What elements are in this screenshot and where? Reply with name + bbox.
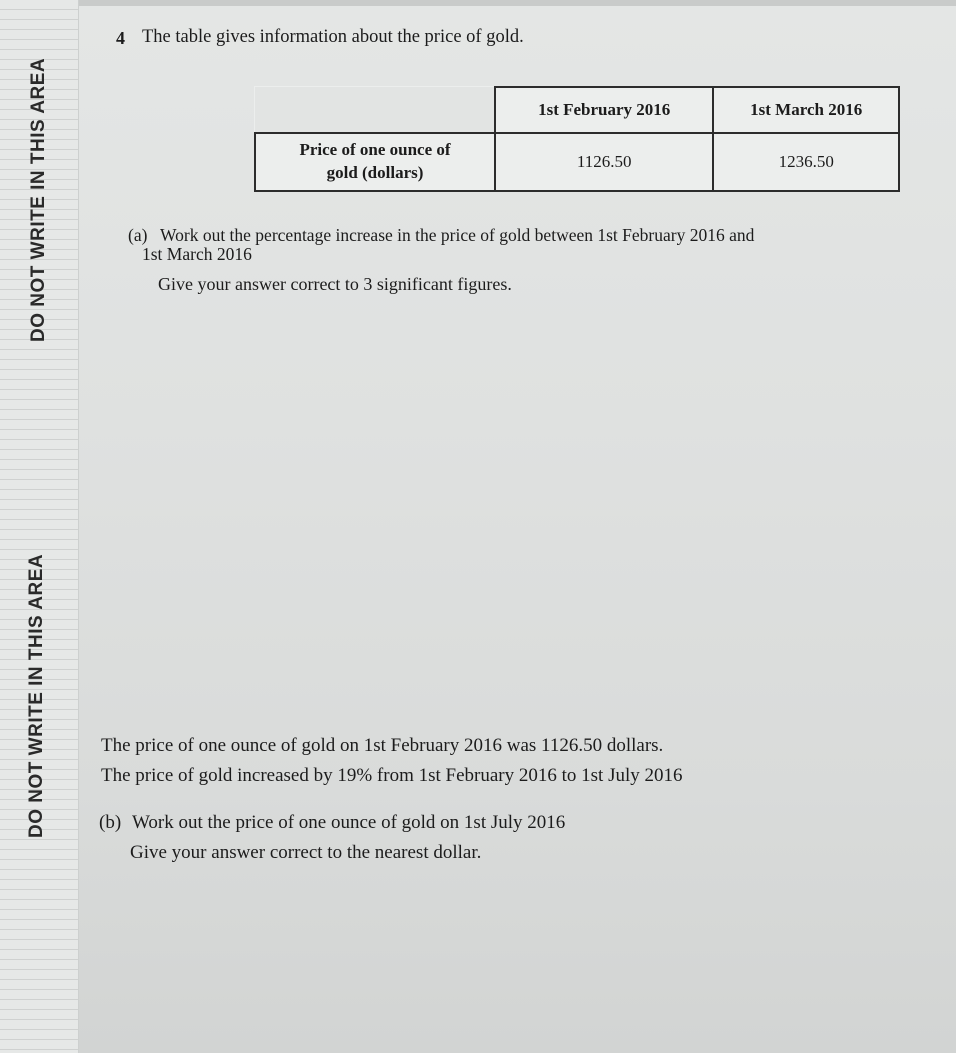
table-header-mar: 1st March 2016 <box>713 87 899 133</box>
margin-warning-upper: DO NOT WRITE IN THIS AREA <box>28 57 49 342</box>
part-b-instruction: Give your answer correct to the nearest dollar. <box>130 842 482 863</box>
table-cell-feb-price: 1126.50 <box>495 133 713 191</box>
part-a-instruction: Give your answer correct to 3 significant figures. <box>158 274 512 294</box>
table-header-feb: 1st February 2016 <box>495 87 713 133</box>
table-corner-cell <box>255 87 495 133</box>
question-intro: The table gives information about the price of gold. <box>142 27 524 47</box>
margin-warning-lower: DO NOT WRITE IN THIS AREA <box>26 553 47 838</box>
left-margin-strip <box>0 0 79 1053</box>
page-top-edge <box>0 0 956 6</box>
part-a-label: (a) <box>128 225 148 245</box>
info-line-2: The price of gold increased by 19% from 1st February 2016 to 1st July 2016 <box>101 765 683 786</box>
table-header-row <box>255 87 899 133</box>
table-row <box>255 133 899 191</box>
part-a-question-line2: 1st March 2016 <box>142 244 252 264</box>
gold-price-table <box>254 86 900 192</box>
part-b-label: (b) <box>99 812 122 833</box>
row-label-line1: Price of one ounce of <box>299 140 451 160</box>
row-label-line2: gold (dollars) <box>326 163 424 182</box>
question-number: 4 <box>116 28 125 48</box>
part-a-question-line1: Work out the percentage increase in the price of gold between 1st February 2016 and <box>160 225 755 245</box>
info-line-1: The price of one ounce of gold on 1st February 2016 was 1126.50 dollars. <box>101 735 664 756</box>
part-b-question: Work out the price of one ounce of gold on 1st July 2016 <box>132 812 566 833</box>
table-cell-mar-price: 1236.50 <box>713 133 899 191</box>
table-row-label <box>255 133 495 191</box>
